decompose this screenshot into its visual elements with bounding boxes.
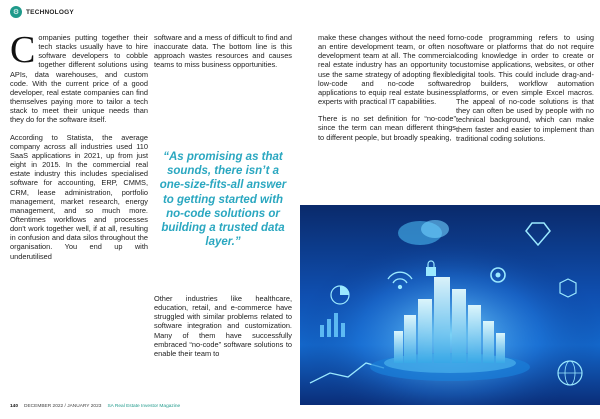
paragraph-intro [10,29,148,125]
paragraph-col4: no-code programming refers to using software or platforms that do not require coding knowledge in order to create or customise applications, websites, or other digital tools. This could include drag-and-drop builders, workflow automation platforms, or even simple Excel macros. The appeal of no-code solutions is that they can often be used by people with no technical background, which can make them faster and easier to implement than traditional coding solutions. [456,33,594,143]
column-2-bottom [154,294,292,366]
paragraph-col2-top: software and a mess of difficult to find and inaccurate data. The bottom line is this approach wastes resources and causes teams to miss business opportunities. [154,33,292,70]
intro-text: ompanies putting together their tech stacks usually have to hire software developers to cobble together different solutions using APIs, data warehouses, and custom code. With the current price of a good developer, real estate companies can find themselves paying more to tailor a tech stack to meet their unique needs than they do for the software itself. [10,33,148,125]
page-footer [10,404,180,409]
magazine-name: SA Real Estate Investor Magazine [107,404,181,409]
tech-badge-icon: ⚙ [10,6,22,18]
section-header [10,6,74,18]
column-2-top [154,33,292,78]
page-number: 140 [10,404,19,409]
column-1 [10,29,148,269]
column-3 [318,33,456,150]
section-title: TECHNOLOGY [26,8,74,16]
paragraph-col2-bottom: Other industries like healthcare, education, retail, and e-commerce have struggled with similar problems related to software integration and customization. Many of them have successfully embraced “no-code” software solutions to enable their team to [154,294,292,358]
paragraph-col3-b: There is no set definition for “no-code” since the term can mean different things to different people, but broadly speaking, [318,114,456,142]
paragraph-col3-a: make these changes without the need for an entire development team, or often no development team at all. The commercial real estate industry has an opportunity to use the same strategy of adopting flexible low-code and no-code software applications to equip real estate business experts with practical IT capabilities. [318,33,456,107]
smart-city-graphic [300,205,600,405]
paragraph-statista: According to Statista, the average company across all industries used 110 SaaS applications in 2021, up from just eight in 2015. In the commercial real estate industry this includes specialised software for accounting, ERP, CMMS, CRM, lease administration, portfolio management, market research, energy management, and so much more. Oftentimes workflows and processes don't work together well, if at all, resulting in confusion and data silos throughout the organisation. You end up with underutilised [10,132,148,261]
issue-date: DECEMBER 2022 / JANUARY 2023 [24,404,102,409]
pull-quote: “As promising as that sounds, there isn’t a one-size-fits-all answer to getting started with no-code solutions or building a trusted data layer.” [159,151,287,249]
smart-city-illustration [300,205,600,405]
drop-cap: C [10,29,36,71]
column-4 [456,33,594,151]
